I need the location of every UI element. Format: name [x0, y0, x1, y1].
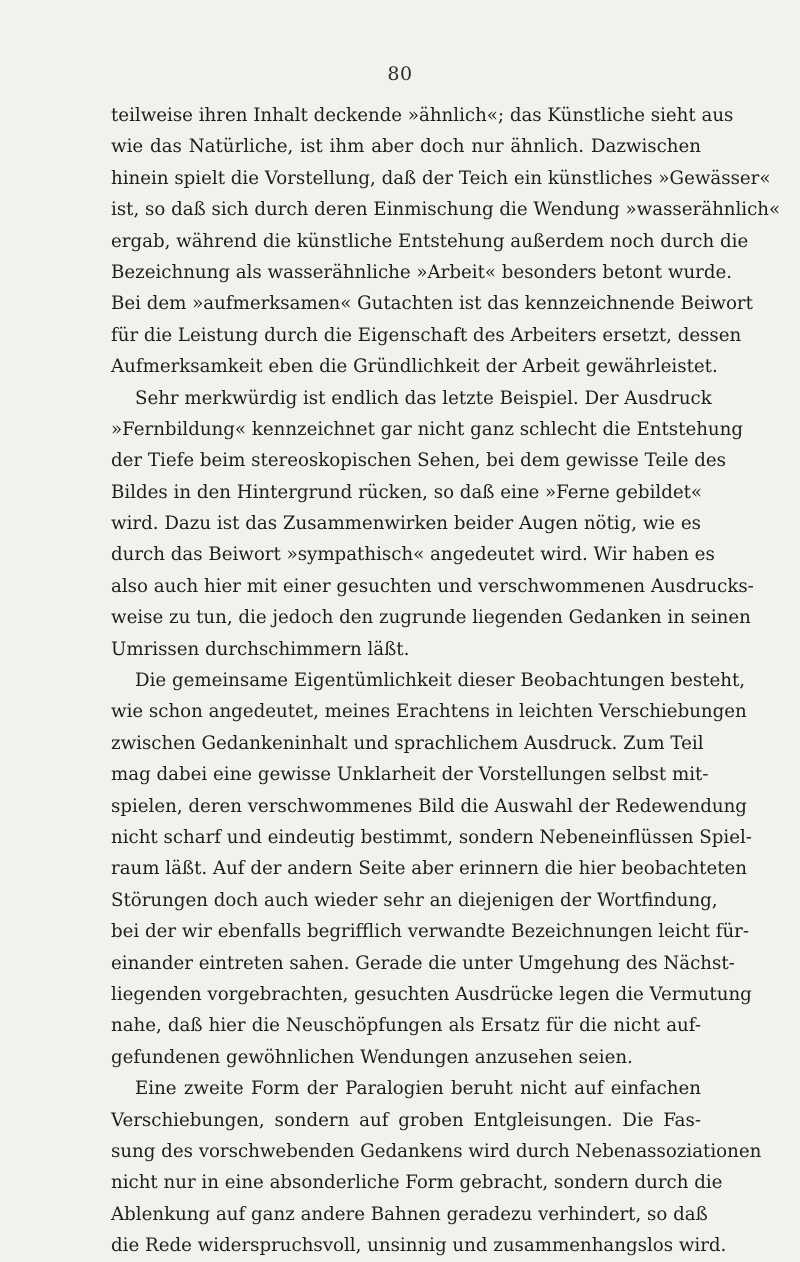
- page-number: 80: [387, 63, 413, 85]
- text-line: raum läßt. Auf der andern Seite aber erinnern die hier beobachteten: [111, 858, 747, 880]
- text-line: Eine zweite Form der Paralogien beruht nicht auf einfachen: [135, 1078, 701, 1100]
- text-line: hinein spielt die Vorstellung, daß der Teich ein künstliches »Gewässer«: [111, 167, 771, 189]
- text-line: mag dabei eine gewisse Unklarheit der Vorstellungen selbst mit-: [111, 764, 709, 786]
- text-line: zwischen Gedankeninhalt und sprachlichem Ausdruck. Zum Teil: [111, 732, 704, 754]
- body-text: [111, 100, 781, 1261]
- text-line: bei der wir ebenfalls begrifflich verwandte Bezeichnungen leicht für-: [111, 921, 750, 943]
- text-line: die Rede widerspruchsvoll, unsinnig und zusammenhangslos wird.: [111, 1235, 727, 1257]
- text-line: Sehr merkwürdig ist endlich das letzte Beispiel. Der Ausdruck: [135, 387, 712, 409]
- text-line: also auch hier mit einer gesuchten und verschwommenen Ausdrucks-: [111, 575, 754, 597]
- text-line: Bei dem »aufmerksamen« Gutachten ist das kennzeichnende Beiwort: [111, 293, 753, 315]
- text-line: wie schon angedeutet, meines Erachtens in leichten Verschiebungen: [111, 701, 747, 723]
- text-line: Die gemeinsame Eigentümlichkeit dieser Beobachtungen besteht,: [135, 670, 746, 692]
- text-line: Ablenkung auf ganz andere Bahnen geradezu verhindert, so daß: [111, 1203, 708, 1225]
- text-line: gefundenen gewöhnlichen Wendungen anzusehen seien.: [111, 1046, 633, 1068]
- text-line: ist, so daß sich durch deren Einmischung die Wendung »wasserähnlich«: [111, 199, 781, 221]
- text-line: weise zu tun, die jedoch den zugrunde liegenden Gedanken in seinen: [111, 607, 751, 629]
- text-line: Störungen doch auch wieder sehr an diejenigen der Wortfindung,: [111, 889, 718, 911]
- text-line: Umrissen durchschimmern läßt.: [111, 638, 410, 660]
- text-line: ergab, während die künstliche Entstehung außerdem noch durch die: [111, 230, 749, 252]
- text-line: Bezeichnung als wasserähnliche »Arbeit« besonders betont wurde.: [111, 261, 733, 283]
- text-line: Bildes in den Hintergrund rücken, so daß eine »Ferne gebildet«: [111, 481, 703, 503]
- text-line: »Fernbildung« kennzeichnet gar nicht ganz schlecht die Entstehung: [111, 418, 743, 440]
- text-line: nicht nur in eine absonderliche Form gebracht, sondern durch die: [111, 1172, 723, 1194]
- text-line: wird. Dazu ist das Zusammenwirken beider Augen nötig, wie es: [111, 513, 701, 535]
- text-line: der Tiefe beim stereoskopischen Sehen, bei dem gewisse Teile des: [111, 450, 726, 472]
- text-line: wie das Natürliche, ist ihm aber doch nur ähnlich. Dazwischen: [111, 136, 701, 158]
- text-line: für die Leistung durch die Eigenschaft des Arbeiters ersetzt, dessen: [111, 324, 742, 346]
- text-line: liegenden vorgebrachten, gesuchten Ausdrücke legen die Vermutung: [111, 983, 752, 1005]
- text-line: Aufmerksamkeit eben die Gründlichkeit der Arbeit gewährleistet.: [111, 356, 718, 378]
- text-line: einander eintreten sahen. Gerade die unter Umgehung des Nächst-: [111, 952, 735, 974]
- text-line: durch das Beiwort »sympathisch« angedeutet wird. Wir haben es: [111, 544, 715, 566]
- text-line: sung des vorschwebenden Gedankens wird durch Nebenassoziationen: [111, 1140, 762, 1162]
- text-line: nicht scharf und eindeutig bestimmt, sondern Nebeneinflüssen Spiel-: [111, 826, 752, 848]
- text-line: spielen, deren verschwommenes Bild die Auswahl der Redewendung: [111, 795, 747, 817]
- text-line: Verschiebungen, sondern auf groben Entgleisungen. Die Fas-: [111, 1109, 701, 1131]
- text-line: teilweise ihren Inhalt deckende »ähnlich«; das Künstliche sieht aus: [111, 105, 734, 126]
- text-line: nahe, daß hier die Neuschöpfungen als Ersatz für die nicht auf-: [111, 1015, 701, 1037]
